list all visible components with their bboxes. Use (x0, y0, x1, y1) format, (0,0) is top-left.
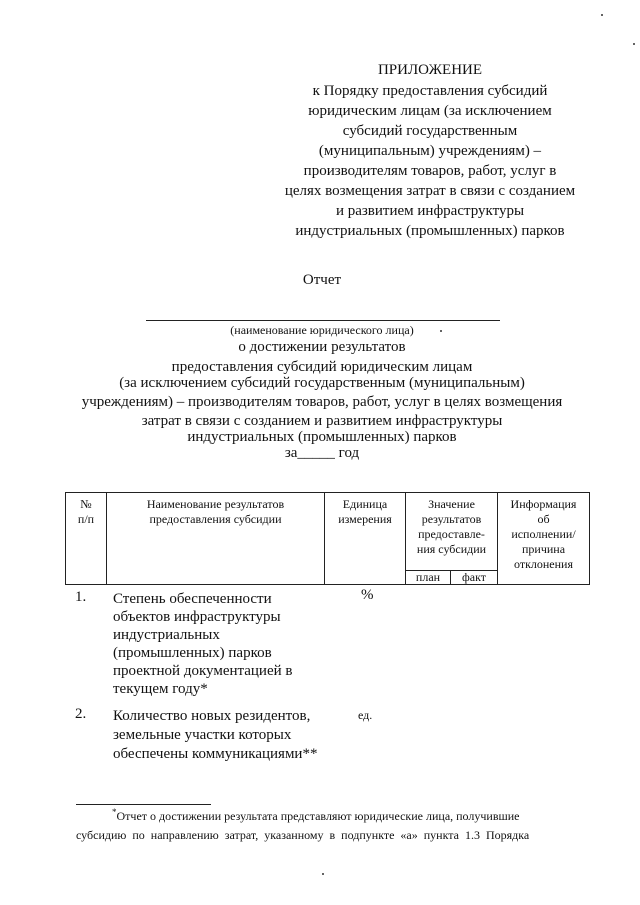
row-name-line: проектной документацией в (113, 663, 293, 679)
appendix-line: (муниципальным) учреждениям) – (318, 143, 542, 159)
header-text: причина (521, 542, 566, 556)
header-fact: факт (461, 570, 487, 584)
header-text: ния субсидии (416, 542, 487, 556)
report-line: индустриальных (промышленных) парков (187, 429, 457, 445)
report-line: (за исключением субсидий государственным (муниципальным) (119, 375, 525, 391)
footnote-line: субсидию по направлению затрат, указанному в подпункте «а» пункта 1.3 Порядка (76, 828, 530, 842)
header-text: Информация (510, 497, 577, 511)
header-name (107, 497, 324, 527)
scan-speck (440, 330, 442, 332)
header-unit (325, 497, 405, 527)
report-line: учреждениям) – производителям товаров, работ, услуг в целях возмещения (81, 394, 563, 410)
appendix-line: целях возмещения затрат в связи с созданием (284, 183, 576, 199)
row-number: 1. (75, 589, 87, 605)
report-line: о достижении результатов (238, 339, 406, 355)
table-right-border (589, 492, 590, 585)
footnote-separator (76, 804, 211, 805)
scan-speck (633, 43, 635, 45)
row-name-line: объектов инфраструктуры (113, 609, 281, 625)
scan-speck (322, 873, 324, 875)
header-info (498, 497, 589, 572)
row-unit: ед. (358, 708, 373, 722)
header-text: результатов (421, 512, 482, 526)
scan-speck (601, 14, 603, 16)
footnote-text: Отчет о достижении результата представляют юридические лица, получившие (116, 809, 520, 823)
row-number: 2. (75, 706, 87, 722)
report-year-line: за_____ год (284, 445, 360, 461)
header-value (406, 497, 497, 557)
header-text: отклонения (513, 557, 573, 571)
appendix-line: производителям товаров, работ, услуг в (303, 163, 557, 179)
appendix-line: индустриальных (промышленных) парков (295, 223, 565, 239)
row-name-line: индустриальных (113, 627, 220, 643)
table-header-bottom (65, 584, 590, 585)
row-name-line: (промышленных) парков (113, 645, 272, 661)
row-name-line: Количество новых резидентов, (113, 708, 311, 724)
row-name (113, 590, 292, 698)
report-line: предоставления субсидий юридическим лицам (171, 359, 473, 375)
row-name-line: обеспечены коммуникациями** (113, 746, 318, 762)
header-text: об (537, 512, 550, 526)
header-plan: план (415, 570, 441, 584)
header-text: п/п (77, 512, 95, 526)
header-text: Наименование результатов (146, 497, 285, 511)
org-name-underline (146, 320, 500, 321)
footnote-line (112, 808, 520, 822)
row-name-line: земельные участки которых (113, 727, 292, 743)
row-name-line: текущем году* (113, 681, 208, 697)
row-unit: % (361, 587, 374, 603)
appendix-title: ПРИЛОЖЕНИЕ (377, 62, 483, 78)
header-text: измерения (338, 512, 392, 526)
appendix-line: юридическим лицам (за исключением (308, 103, 552, 119)
table-top-border (65, 492, 590, 493)
header-text: предоставления субсидии (149, 512, 282, 526)
report-heading: Отчет (302, 272, 342, 288)
row-name-line: Степень обеспеченности (113, 591, 272, 607)
header-text: Значение (428, 497, 475, 511)
header-text: Единица (342, 497, 388, 511)
appendix-line: и развитием инфраструктуры (335, 203, 525, 219)
org-name-caption: (наименование юридического лица) (230, 323, 414, 337)
report-line: затрат в связи с созданием и развитием инфраструктуры (141, 413, 503, 429)
header-text: исполнении/ (511, 527, 576, 541)
row-name (113, 707, 317, 764)
header-num (66, 497, 106, 527)
header-text: предоставле- (418, 527, 485, 541)
footnote-mark: * (112, 807, 117, 817)
appendix-line: к Порядку предоставления субсидий (312, 83, 548, 99)
appendix-line: субсидий государственным (342, 123, 518, 139)
header-text: № (80, 497, 92, 511)
